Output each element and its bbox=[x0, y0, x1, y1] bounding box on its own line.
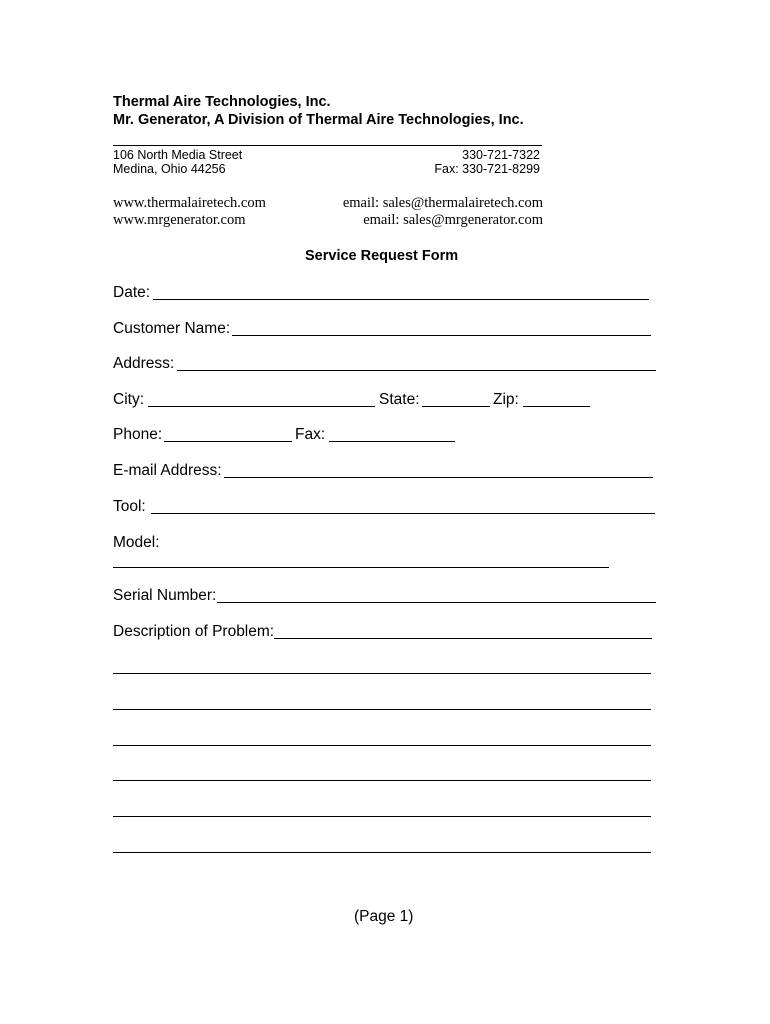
description-field[interactable] bbox=[274, 638, 652, 639]
page-number: (Page 1) bbox=[354, 908, 414, 925]
model-field[interactable] bbox=[113, 567, 609, 568]
address-label: Address: bbox=[113, 355, 175, 372]
phone-field[interactable] bbox=[164, 441, 292, 442]
description-line[interactable] bbox=[113, 745, 651, 746]
zip-label: Zip: bbox=[493, 391, 519, 408]
email-label: E-mail Address: bbox=[113, 462, 222, 479]
email-thermalaire[interactable]: email: sales@thermalairetech.com bbox=[342, 195, 543, 211]
model-label: Model: bbox=[113, 534, 160, 551]
serial-number-label: Serial Number: bbox=[113, 587, 217, 604]
date-label: Date: bbox=[113, 284, 151, 301]
website-mrgenerator[interactable]: www.mrgenerator.com bbox=[113, 212, 246, 228]
email-field[interactable] bbox=[224, 477, 653, 478]
description-line[interactable] bbox=[113, 780, 651, 781]
email-mrgenerator[interactable]: email: sales@mrgenerator.com bbox=[363, 212, 543, 228]
division-name: Mr. Generator, A Division of Thermal Aire Technologies, Inc. bbox=[113, 112, 524, 128]
customer-name-label: Customer Name: bbox=[113, 320, 231, 337]
form-title: Service Request Form bbox=[305, 248, 459, 264]
phone-number: 330-721-7322 bbox=[462, 148, 540, 162]
tool-label: Tool: bbox=[113, 498, 146, 515]
state-label: State: bbox=[379, 391, 420, 408]
fax-field[interactable] bbox=[329, 441, 455, 442]
customer-name-field[interactable] bbox=[232, 335, 651, 336]
tool-field[interactable] bbox=[151, 513, 655, 514]
description-line[interactable] bbox=[113, 816, 651, 817]
fax-number: Fax: 330-721-8299 bbox=[434, 162, 540, 176]
description-line[interactable] bbox=[113, 852, 651, 853]
description-line[interactable] bbox=[113, 673, 651, 674]
phone-label: Phone: bbox=[113, 426, 163, 443]
address-field[interactable] bbox=[177, 370, 656, 371]
city-field[interactable] bbox=[148, 406, 375, 407]
header-divider bbox=[113, 145, 542, 146]
website-thermalaire[interactable]: www.thermalairetech.com bbox=[113, 195, 266, 211]
date-field[interactable] bbox=[153, 299, 649, 300]
street-address: 106 North Media Street bbox=[113, 148, 243, 162]
serial-number-field[interactable] bbox=[217, 602, 656, 603]
fax-label: Fax: bbox=[295, 426, 326, 443]
zip-field[interactable] bbox=[523, 406, 590, 407]
company-name: Thermal Aire Technologies, Inc. bbox=[113, 94, 331, 110]
city-address: Medina, Ohio 44256 bbox=[113, 162, 226, 176]
description-line[interactable] bbox=[113, 709, 651, 710]
city-label: City: bbox=[113, 391, 144, 408]
state-field[interactable] bbox=[422, 406, 490, 407]
description-label: Description of Problem: bbox=[113, 623, 275, 640]
